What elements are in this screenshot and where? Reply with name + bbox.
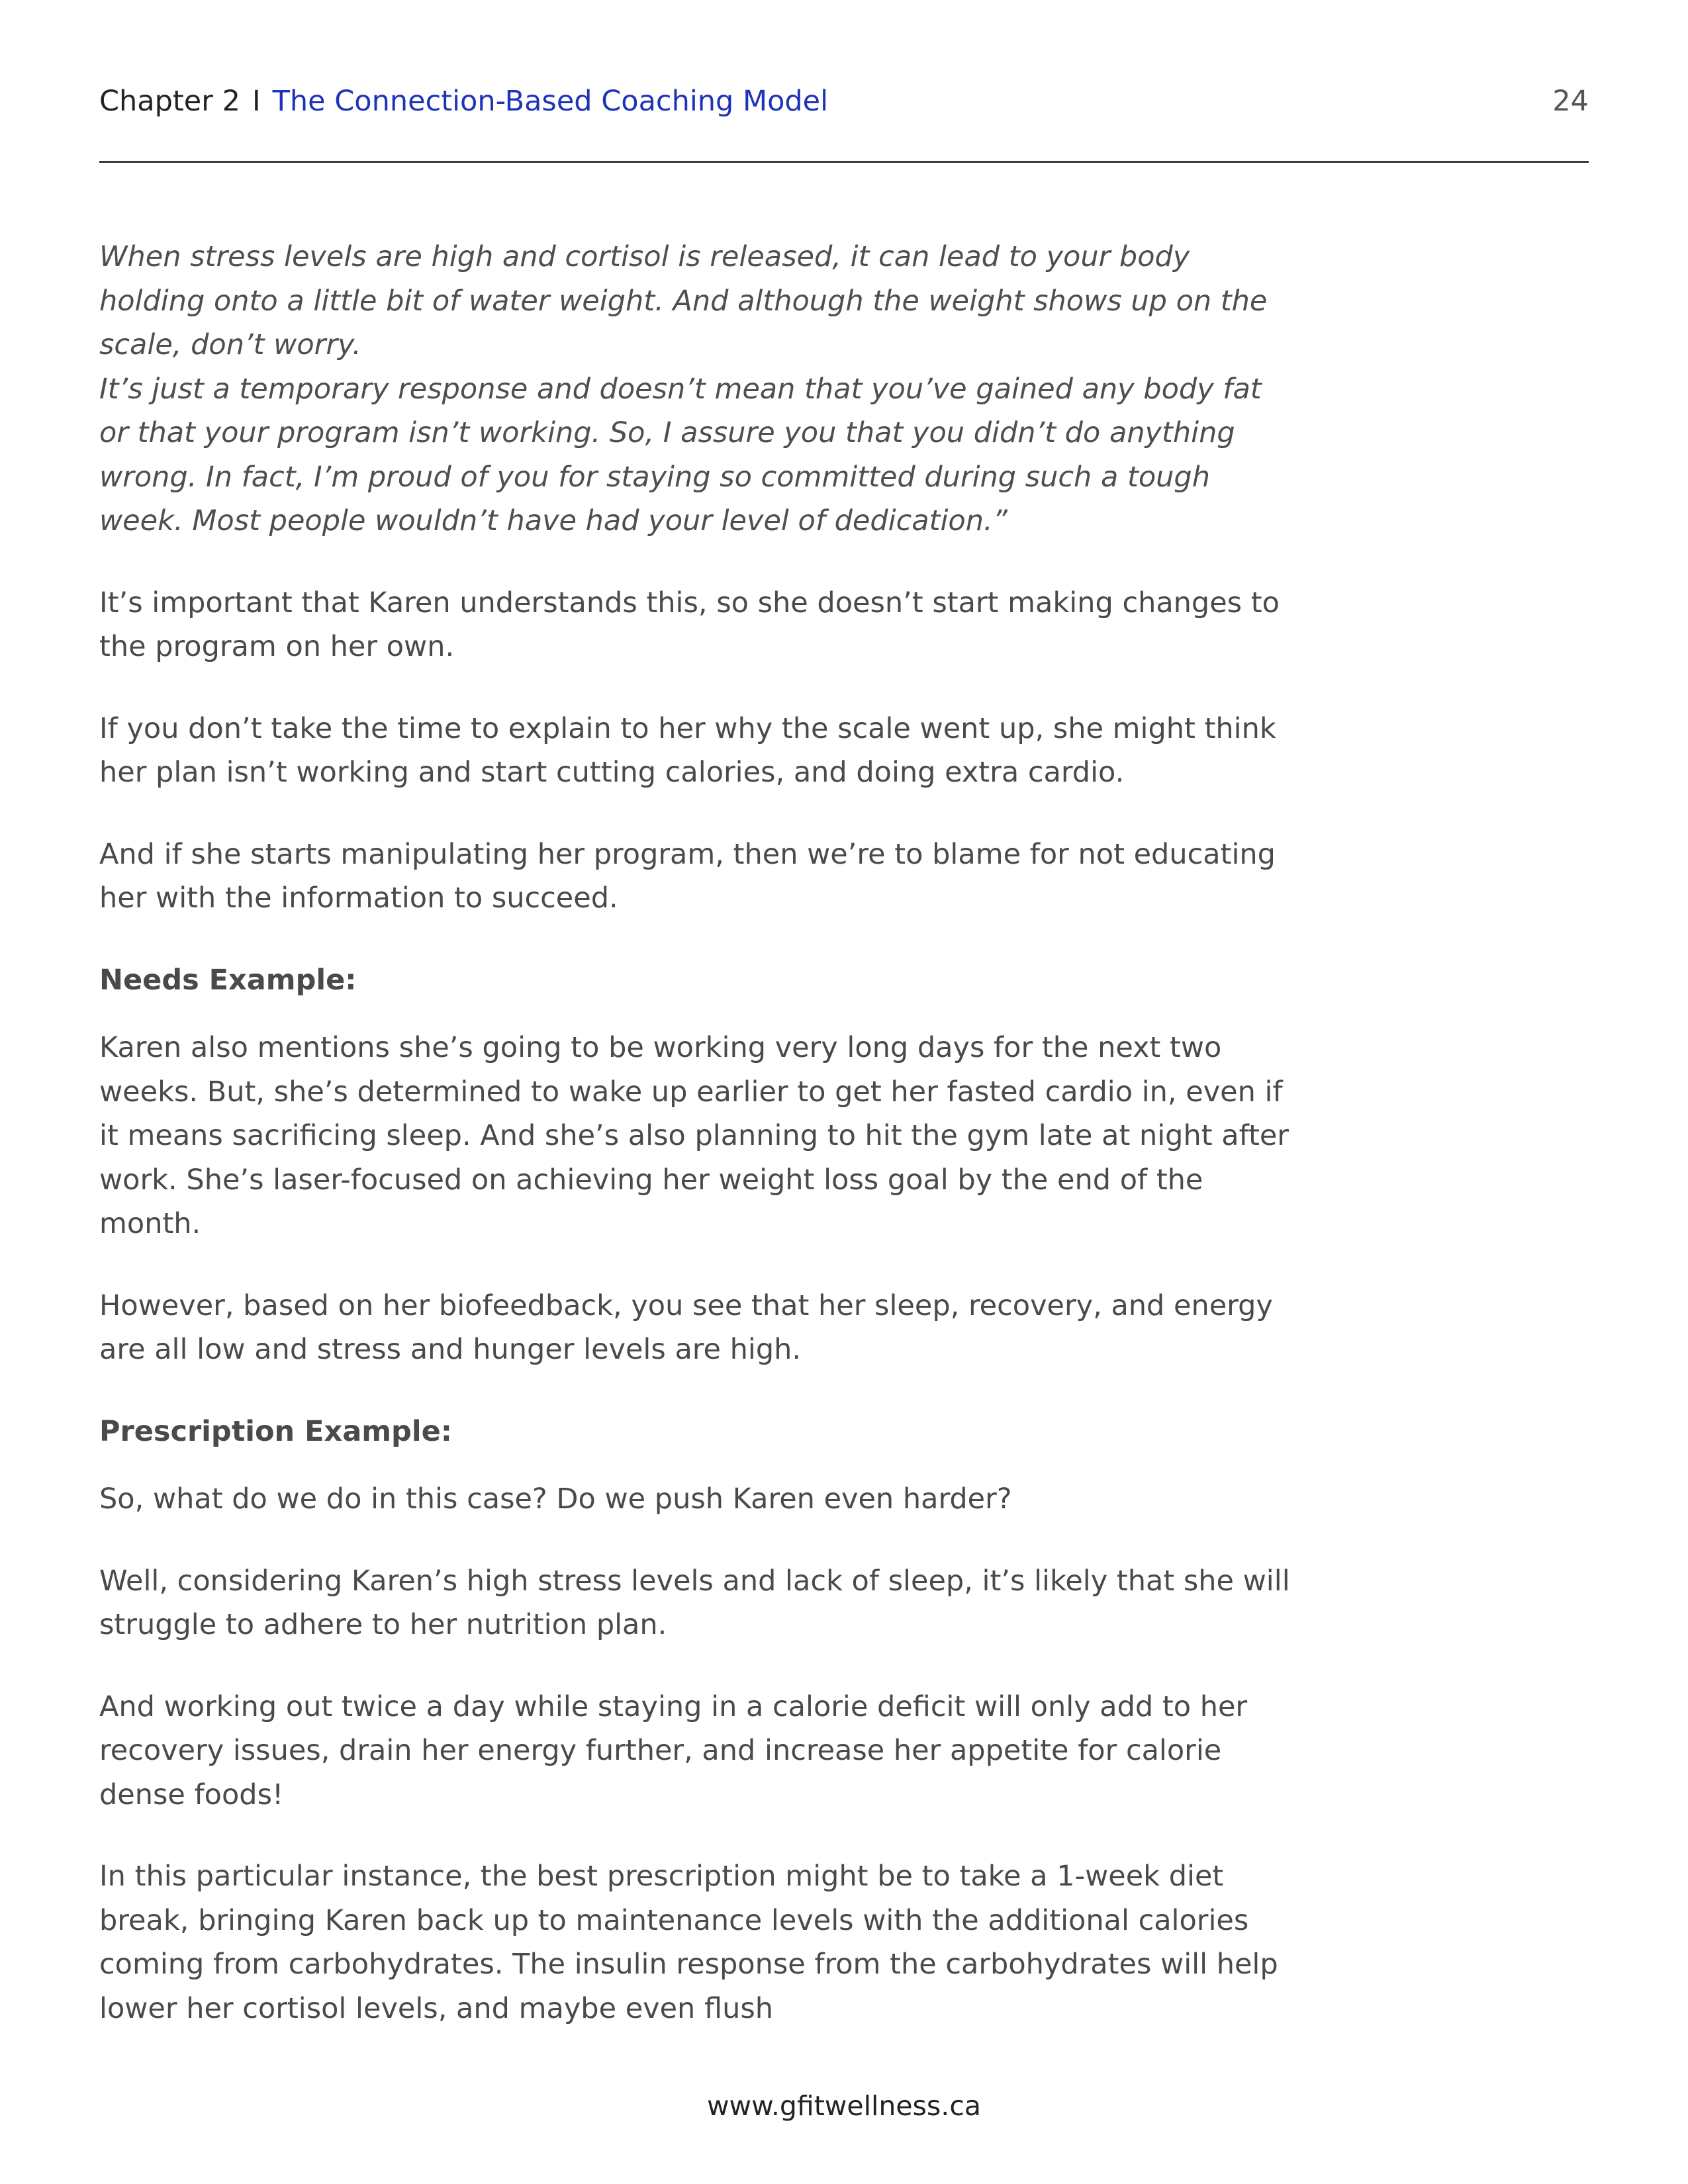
chapter-title: The Connection-Based Coaching Model (272, 85, 829, 118)
header-divider (99, 161, 1589, 163)
body-paragraph: And if she starts manipulating her program, then we’re to blame for not educating her with the information to succeed. (99, 837, 1276, 915)
body-paragraph: In this particular instance, the best prescription might be to take a 1-week diet break, bringing Karen back up to maintenance levels with the additional calories coming from carbohydrates. The insulin response from the carbohydrates will help lower her cortisol levels, and maybe even flush (99, 1860, 1278, 2025)
body-paragraph: And working out twice a day while staying in a calorie deficit will only add to her recovery issues, drain her energy further, and increase her appetite for calorie dense foods! (99, 1690, 1248, 1811)
header-separator: I (252, 85, 261, 118)
body-paragraph: So, what do we do in this case? Do we push Karen even harder? (99, 1482, 1012, 1516)
body-paragraph: Well, considering Karen’s high stress levels and lack of sleep, it’s likely that she will struggle to adhere to her nutrition plan. (99, 1564, 1290, 1641)
footer-website: www.gfitwellness.ca (707, 2090, 981, 2122)
section-heading-prescription: Prescription Example: (99, 1414, 452, 1448)
body-paragraph: Karen also mentions she’s going to be working very long days for the next two weeks. But, she’s determined to wake up earlier to get her fasted cardio in, even if it means sacrificing sleep. And she’s also planning to hit the gym late at night after work. She’s laser-focused on achieving her weight loss goal by the end of the month. (99, 1031, 1289, 1240)
body-paragraph: However, based on her biofeedback, you see that her sleep, recovery, and energy are all low and stress and hunger levels are high. (99, 1289, 1273, 1366)
body-paragraph: It’s important that Karen understands this, so she doesn’t start making changes to the program on her own. (99, 586, 1280, 663)
quote-paragraph: When stress levels are high and cortisol is released, it can lead to your body holding onto a little bit of water weight. And although the weight shows up on the scale, don’t worry. (99, 240, 1268, 361)
quote-block (99, 235, 1291, 543)
page-number: 24 (1552, 85, 1589, 118)
body-paragraph: If you don’t take the time to explain to her why the scale went up, she might think her plan isn’t working and start cutting calories, and doing extra cardio. (99, 711, 1276, 789)
quote-paragraph: It’s just a temporary response and doesn’t mean that you’ve gained any body fat or that your program isn’t working. So, I assure you that you didn’t do anything wrong. In fact, I’m proud of you for staying so committed during such a tough week. Most people wouldn’t have had your level of dedication.” (99, 372, 1262, 537)
page-header (99, 78, 1589, 124)
chapter-label: Chapter 2 (99, 85, 240, 118)
page-body (99, 235, 1291, 2068)
section-heading-needs: Needs Example: (99, 963, 357, 997)
